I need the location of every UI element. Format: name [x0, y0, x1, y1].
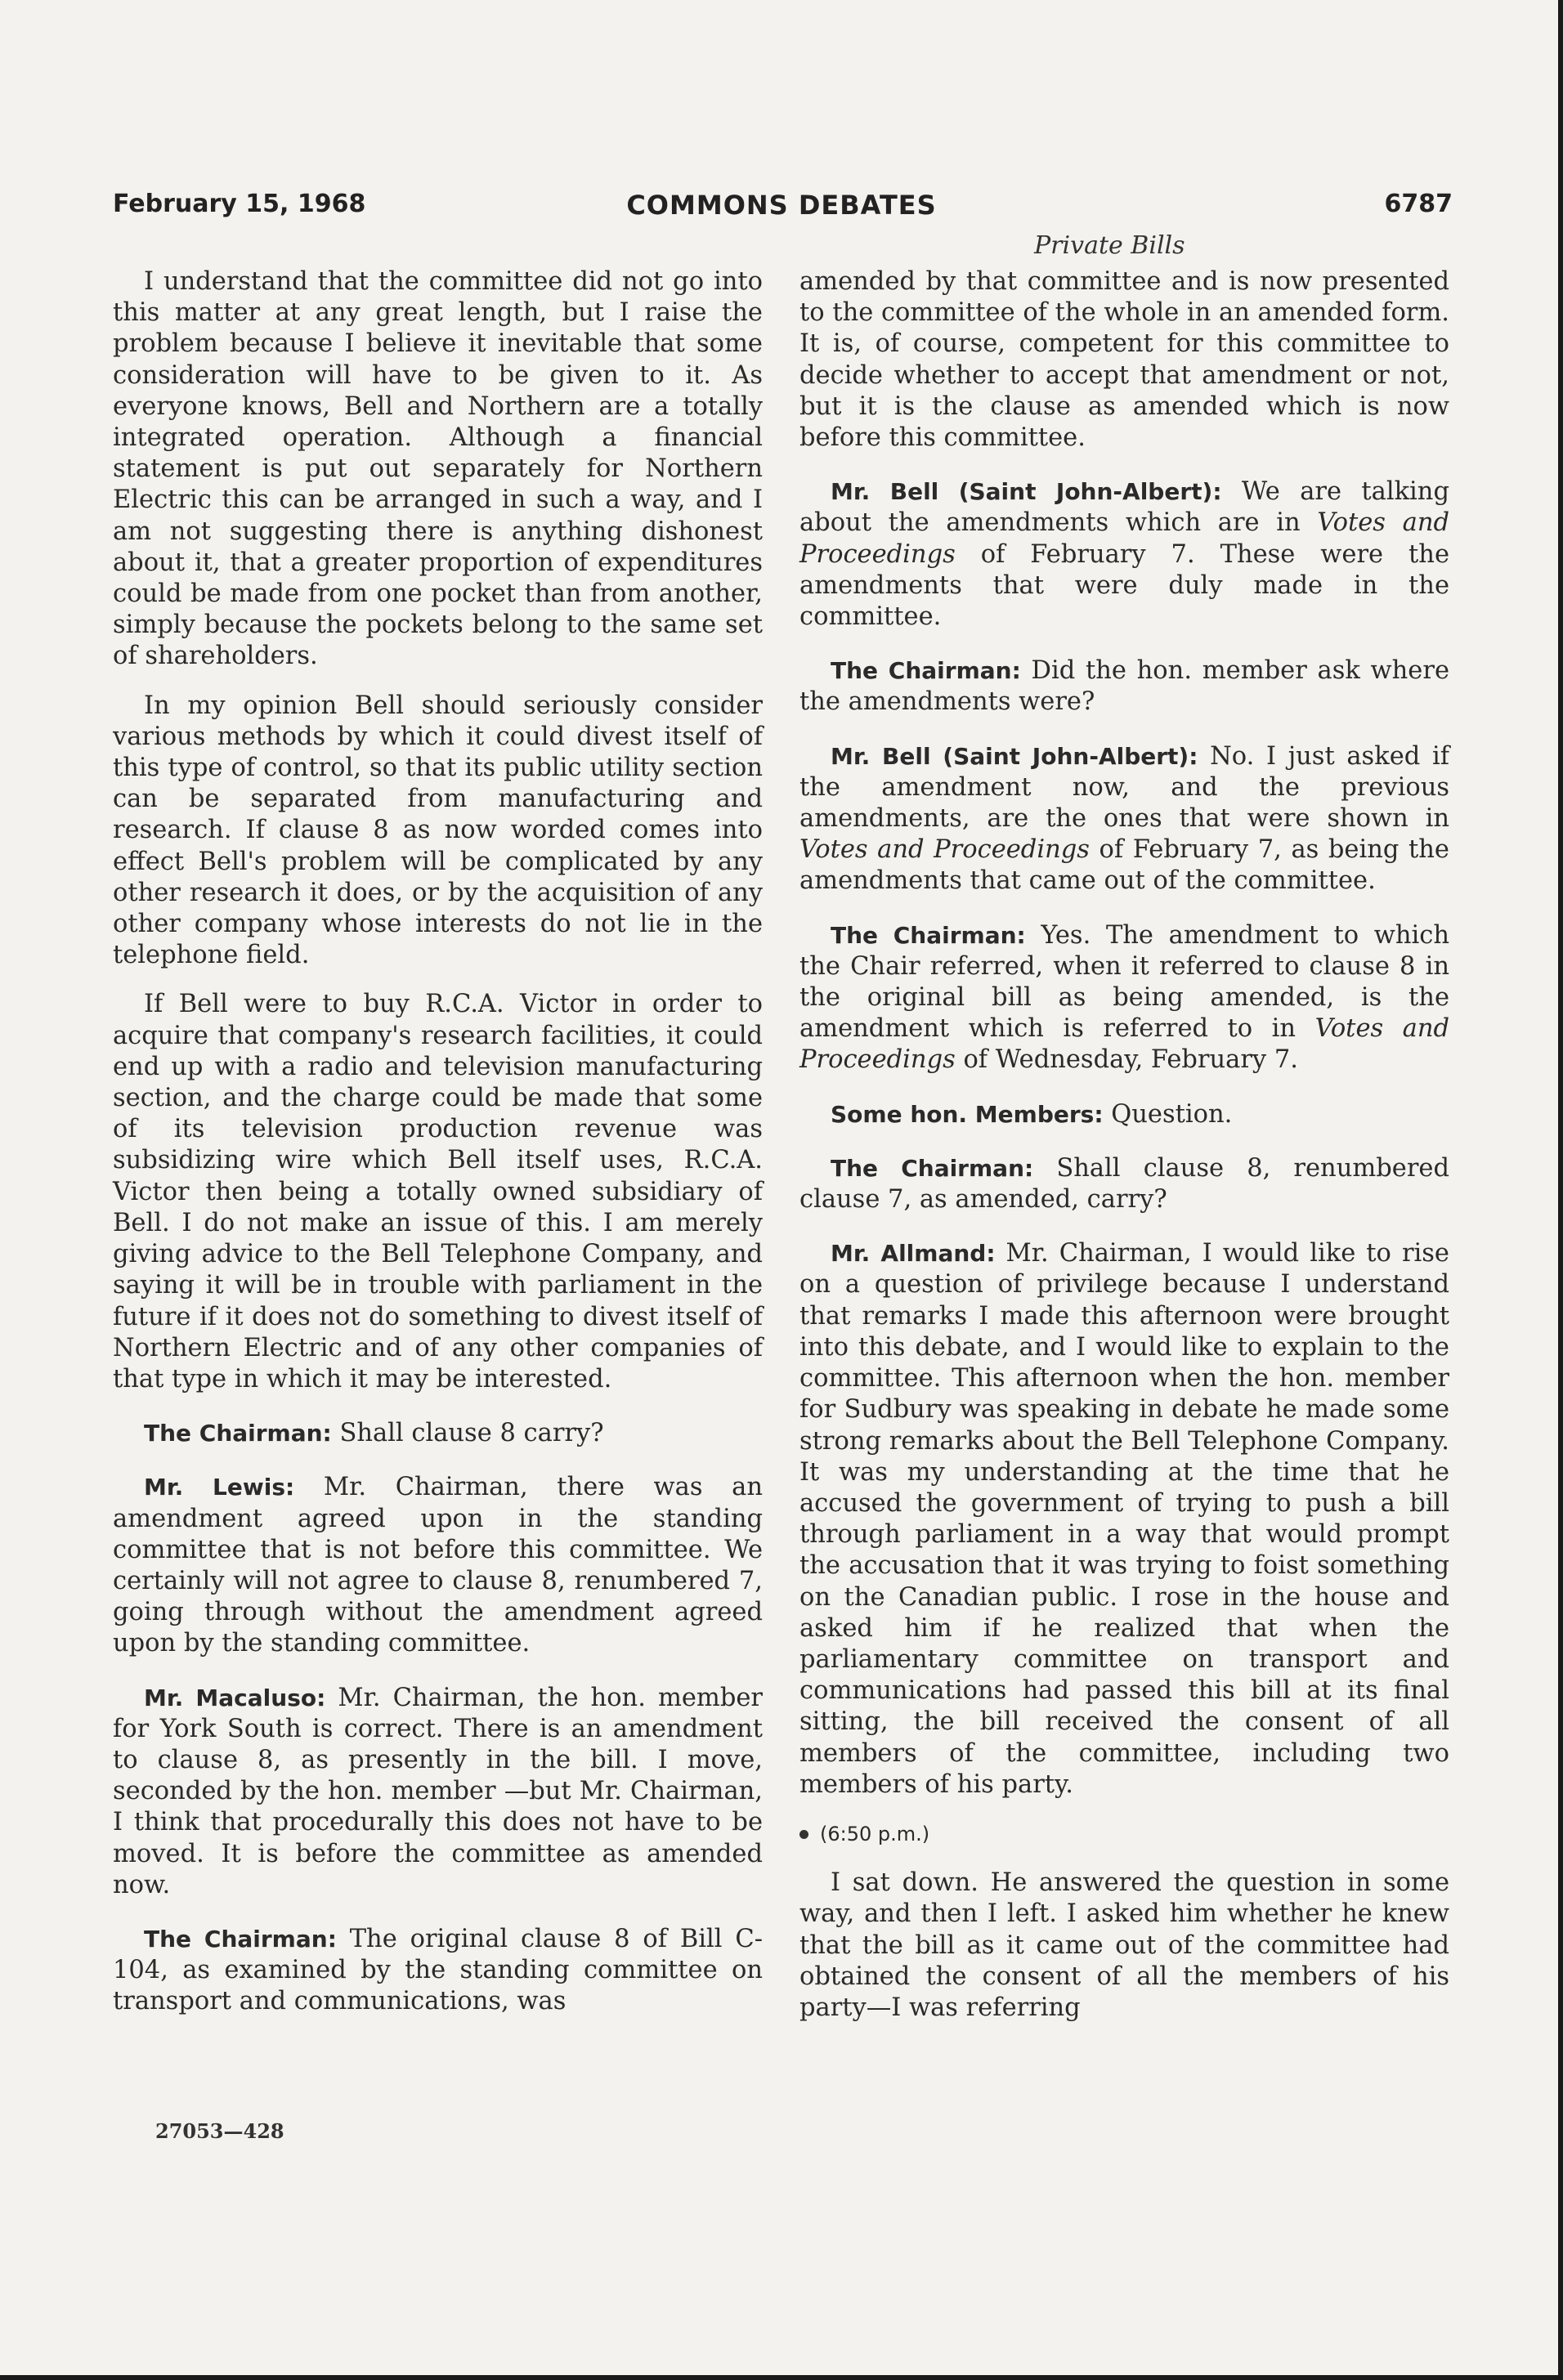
speech-lewis [113, 1472, 763, 1659]
right-column [799, 266, 1449, 2042]
header-page-number: 6787 [1384, 190, 1453, 218]
speech-macaluso [113, 1683, 763, 1901]
speech-chairman [799, 1153, 1449, 1215]
left-column [113, 266, 763, 2036]
paragraph: amended by that committee and is now presented to the committee of the whole in an amended form. It is, of course, competent for this committee to decide whether to accept that amendment or not, but it is the clause as amended which is now before this committee. [799, 267, 1449, 453]
speech-chairman [113, 1418, 763, 1449]
speaker-name: Some hon. Members: [831, 1100, 1104, 1128]
speaker-name: The Chairman: [831, 1154, 1034, 1182]
bullet-icon [799, 1830, 808, 1839]
speech-chairman [799, 920, 1449, 1076]
speech-text: Question. [1103, 1099, 1233, 1129]
speech-allmand [799, 1238, 1449, 1801]
paragraph: If Bell were to buy R.C.A. Victor in order to acquire that company's research facilities, it could end up with a radio and television manufacturing section, and the charge could be made that some of its television production revenue was subsidizing wire which Bell itself uses, R.C.A. Victor then being a totally owned subsidiary of Bell. I do not make an issue of this. I am merely giving advice to the Bell Telephone Company, and saying it will be in trouble with parliament in the future if it does not do something to divest itself of Northern Electric and of any other companies of that type in which it may be interested. [113, 990, 763, 1394]
speech-text: Shall clause 8 carry? [331, 1419, 604, 1448]
speech-text: Shall clause 8, renumbered clause 7, as amended, carry? [799, 1153, 1449, 1215]
running-head: Private Bills [1034, 231, 1185, 260]
header-date: February 15, 1968 [113, 190, 366, 218]
speech-members [799, 1099, 1449, 1130]
speech-text: We are talking about the amendments which are in [799, 477, 1449, 538]
speech-text: of February 7. These were the amendments that were duly made in the committee. [799, 539, 1449, 632]
speaker-name: Mr. Allmand: [831, 1240, 996, 1268]
speech-text: No. I just asked if the amendment now, and the previous amendments, are the ones that were shown in [799, 741, 1449, 834]
speech-text: of Wednesday, February 7. [955, 1045, 1298, 1075]
publication-title: Votes and Proceedings [799, 508, 1450, 569]
speech-text: Mr. Chairman, there was an amendment agreed upon in the standing committee that is not before this committee. We certainly will not agree to clause 8, renumbered 7, going through without the amendment agreed upon by the standing committee. [113, 1473, 763, 1658]
timestamp-text: (6:50 p.m.) [820, 1822, 930, 1845]
timestamp [799, 1819, 1449, 1850]
speaker-name: The Chairman: [144, 1420, 332, 1447]
speaker-name: The Chairman: [144, 1925, 337, 1953]
footer-code: 27053—428 [155, 2119, 284, 2143]
speaker-name: Mr. Lewis: [144, 1474, 295, 1501]
speech-chairman [799, 655, 1449, 718]
speech-bell [799, 476, 1449, 633]
speech-text: Mr. Chairman, I would like to rise on a question of privilege because I understand that remarks I made this afternoon were brought into this debate, and I would like to explain to the committee. This afternoon when the hon. member for Sudbury was speaking in debate he made some strong remarks about the Bell Telephone Company. It was my understanding at the time that he accused the government of trying to push a bill through parliament in a way that would prompt the accusation that it was trying to foist something on the Canadian public. I rose in the house and asked him if he realized that when the parliamentary committee on transport and communications had passed this bill at its final sitting, the bill received the consent of all members of the committee, including two members of his party. [799, 1239, 1449, 1799]
speaker-name: Mr. Bell (Saint John-Albert): [831, 478, 1222, 506]
speech-chairman [113, 1924, 763, 2018]
speech-text: Did the hon. member ask where the amendments were? [799, 656, 1449, 717]
speaker-name: The Chairman: [831, 657, 1021, 685]
paragraph: I sat down. He answered the question in some way, and then I left. I asked him whether he knew that the bill as it came out of the committee had obtained the consent of all the members of his party—I was referring [799, 1868, 1449, 2022]
speaker-name: Mr. Macaluso: [144, 1684, 326, 1711]
speaker-name: The Chairman: [831, 921, 1026, 949]
paragraph: I understand that the committee did not go into this matter at any great length, but I raise the problem because I believe it inevitable that some consideration will have to be given to it. As everyone knows, Bell and Northern are a totally integrated operation. Although a financial statement is put out separately for Northern Electric this can be arranged in such a way, and I am not suggesting there is anything dishonest about it, that a greater proportion of expenditures could be made from one pocket than from another, simply because the pockets belong to the same set of shareholders. [113, 267, 763, 671]
publication-title: Votes and Proceedings [799, 1014, 1449, 1075]
speech-text: Mr. Chairman, the hon. member for York South is correct. There is an amendment to clause 8, as presently in the bill. I move, seconded by the hon. member —but Mr. Chairman, I think that procedurally this does not have to be moved. It is before the committee as amended now. [113, 1683, 763, 1899]
publication-title: Votes and Proceedings [799, 835, 1090, 865]
speech-text: The original clause 8 of Bill C-104, as examined by the standing committee on transport and communications, was [113, 1924, 763, 2016]
speech-text: of February 7, as being the amendments that came out of the committee. [799, 835, 1449, 896]
speech-text: Yes. The amendment to which the Chair referred, when it referred to clause 8 in the original bill as being amended, is the amendment which is referred to in [799, 920, 1450, 1044]
speech-bell [799, 741, 1449, 897]
header-title: COMMONS DEBATES [626, 190, 937, 221]
paragraph: In my opinion Bell should seriously consider various methods by which it could divest itself of this type of control, so that its public utility section can be separated from manufacturing and research. If clause 8 as now worded comes into effect Bell's problem will be complicated by any other research it does, or by the acquisition of any other company whose interests do not lie in the telephone field. [113, 691, 763, 970]
speaker-name: Mr. Bell (Saint John-Albert): [831, 742, 1198, 770]
